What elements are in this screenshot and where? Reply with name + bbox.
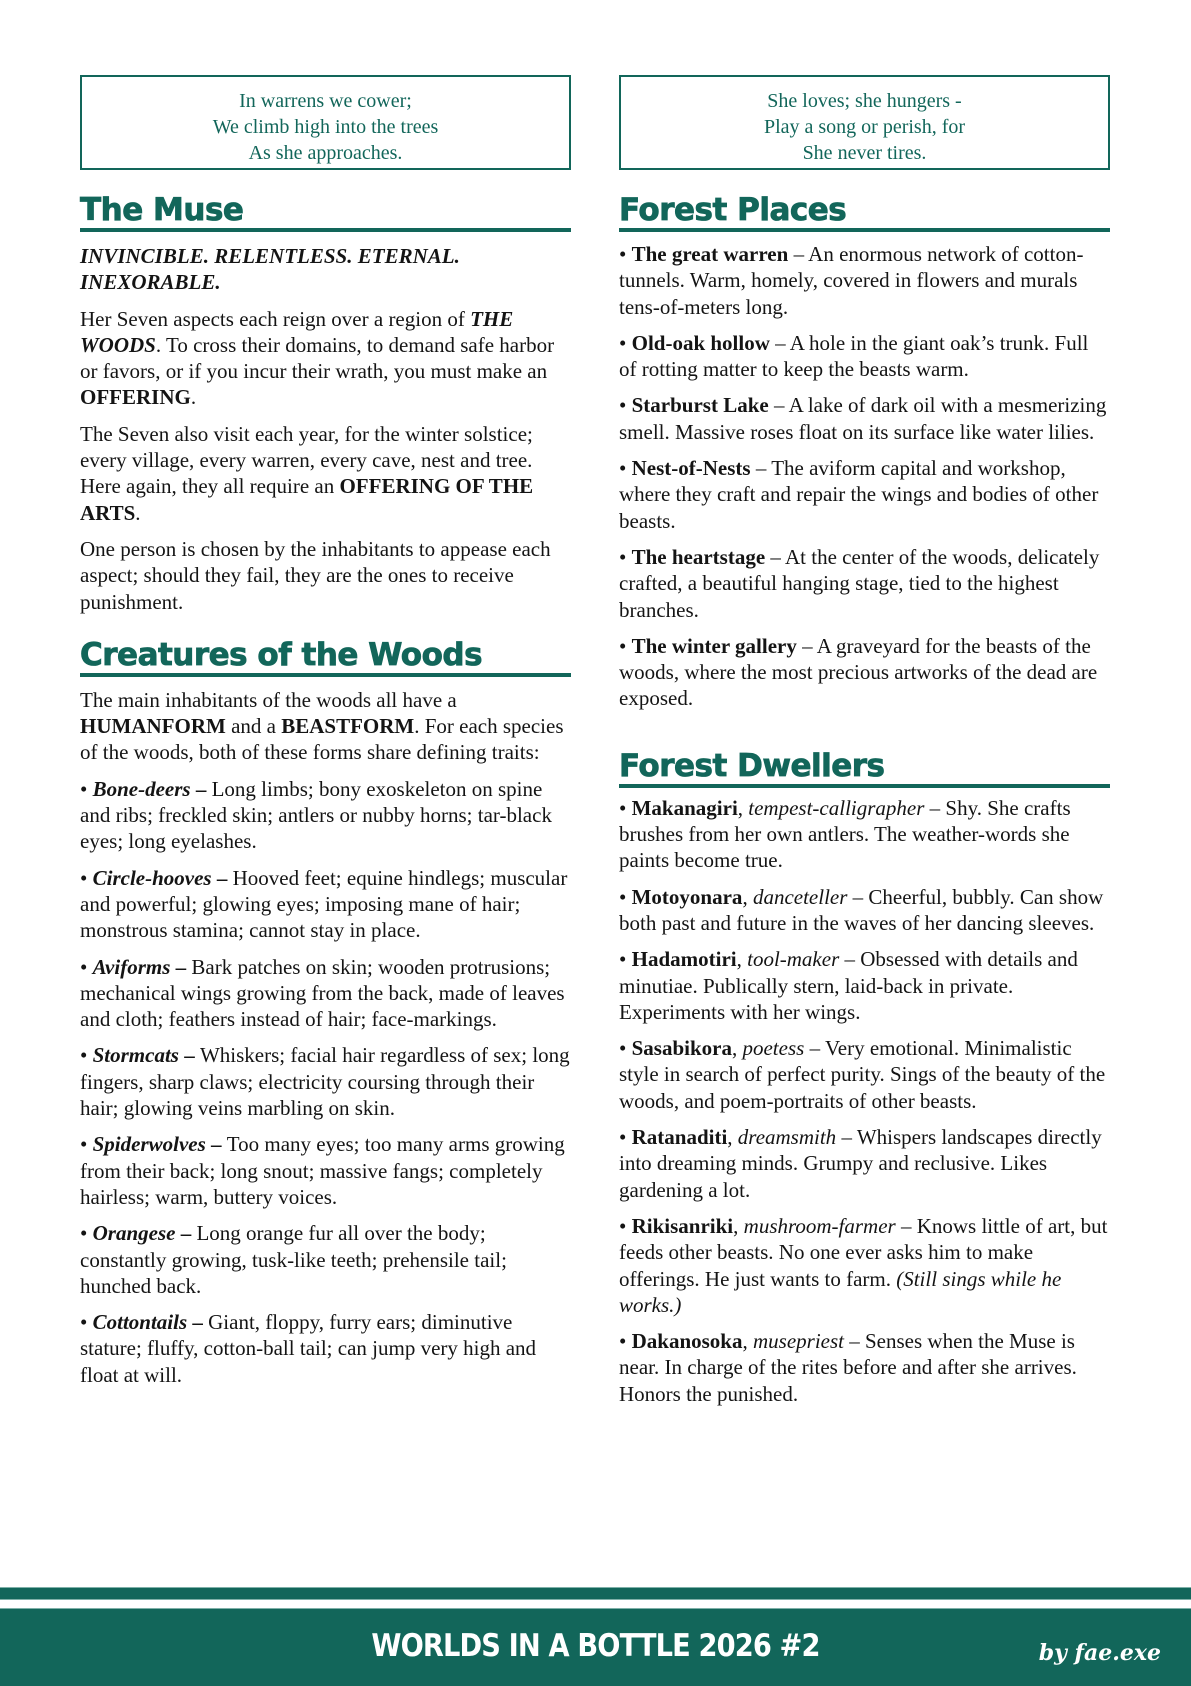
footer-author: by fae.exe: [1038, 1640, 1161, 1666]
dweller-item: [619, 795, 1110, 874]
place-item: [619, 330, 1110, 383]
poem-line: She never tires.: [802, 142, 927, 164]
creature-name: Bone-deers: [92, 776, 191, 801]
footer-stripe-thin: [0, 1587, 1191, 1600]
dash: –: [170, 954, 192, 979]
creatures-intro: The main inhabitants of the woods all have a HUMANFORM and a BEASTFORM. For each species of the woods, both of these forms share defining traits:: [80, 687, 564, 765]
place-description: An enormous network of cotton-tunnels. Warm, homely, covered in flowers and murals tens-of-meters long.: [619, 242, 1084, 319]
bullet-icon: •: [80, 954, 93, 979]
place-item: [619, 633, 1110, 712]
poem-line: As she approaches.: [248, 142, 403, 164]
dash: –: [765, 544, 786, 569]
dash: –: [847, 884, 869, 909]
creature-item: [80, 776, 571, 855]
dash: –: [924, 795, 946, 820]
dweller-description: Cheerful, bubbly. Can show both past and future in the waves of her dancing sleeves.: [619, 884, 1104, 935]
muse-paragraph-1: Her Seven aspects each reign over a region of THE WOODS. To cross their domains, to demand safe harbor or favors, or if you incur their wrath, you must make an OFFERING.: [80, 306, 555, 410]
dash: –: [788, 242, 809, 266]
poem-line: In warrens we cower;: [239, 90, 412, 112]
footer-title: WORLDS IN A BOTTLE 2026 #2: [371, 1628, 820, 1664]
bullet-icon: •: [80, 776, 93, 801]
dweller-description: Very emotional. Minimalistic style in search of perfect purity. Sings of the beauty of the woods, and poem-portraits of other beasts.: [619, 1036, 1106, 1113]
dweller-description: Knows little of art, but feeds other beasts. No one ever asks him to make offerings. He just wants to farm.: [619, 1213, 1108, 1291]
dweller-aside: (Still sings while he works.): [619, 1266, 1062, 1317]
poem-box-right: [619, 75, 1110, 170]
place-item: [619, 392, 1110, 445]
bullet-icon: •: [619, 242, 632, 266]
place-name: Old-oak hollow: [631, 330, 770, 355]
dash: –: [836, 1125, 857, 1150]
place-description: A hole in the giant oak’s trunk. Full of rotting matter to keep the beasts warm.: [619, 330, 1089, 382]
bullet-icon: •: [619, 795, 632, 820]
creature-name: Circle-hooves: [92, 865, 212, 890]
dash: –: [187, 1310, 209, 1335]
creature-description: Hooved feet; equine hindlegs; muscular and powerful; glowing eyes; imposing mane of hair; monstrous stamina; cannot stay in place.: [80, 865, 568, 943]
creature-description: Too many eyes; too many arms growing from their back; long snout; massive fangs; completely hairless; warm, buttery voices.: [80, 1132, 565, 1209]
bullet-icon: •: [80, 1221, 93, 1246]
dweller-item: [619, 1213, 1110, 1318]
place-description: At the center of the woods, delicately crafted, a beautiful hanging stage, tied to the highest branches.: [619, 544, 1100, 622]
dweller-description: Senses when the Muse is near. In charge of the rites before and after she arrives. Honors the punished.: [619, 1329, 1077, 1406]
section-heading-dwellers: Forest Dwellers: [619, 748, 1110, 788]
section-heading-places: Forest Places: [619, 192, 1110, 232]
dweller-role: danceteller: [752, 884, 848, 909]
dweller-role: tool-maker: [747, 947, 840, 972]
creature-item: [80, 865, 571, 944]
muse-paragraph-3: One person is chosen by the inhabitants to appease each aspect; should they fail, they are the ones to receive punishment.: [80, 536, 551, 614]
bullet-icon: •: [619, 633, 632, 658]
muse-tagline: INVINCIBLE. RELENTLESS. ETERNAL. INEXORABLE.: [80, 244, 460, 295]
comma: ,: [731, 1036, 743, 1061]
dweller-description: Whispers landscapes directly into dreaming minds. Grumpy and reclusive. Likes gardening a lot.: [619, 1125, 1102, 1202]
dash: –: [839, 947, 861, 972]
dweller-name: Motoyonara: [631, 884, 743, 909]
right-column: [619, 75, 1110, 1407]
bullet-icon: •: [619, 456, 632, 481]
dweller-role: poetess: [742, 1036, 805, 1061]
bullet-icon: •: [80, 1132, 93, 1157]
dash: –: [768, 393, 789, 418]
dweller-role: mushroom-farmer: [743, 1213, 896, 1238]
bullet-icon: •: [619, 330, 632, 355]
comma: ,: [727, 1125, 738, 1150]
section-heading-creatures: Creatures of the Woods: [80, 637, 571, 677]
dweller-name: Dakanosoka: [631, 1329, 743, 1354]
bullet-icon: •: [619, 1213, 632, 1238]
creature-item: [80, 1309, 571, 1388]
bullet-icon: •: [619, 947, 632, 972]
place-name: The winter gallery: [631, 633, 797, 658]
creature-name: Spiderwolves: [92, 1132, 206, 1157]
dweller-name: Hadamotiri: [631, 947, 737, 972]
poem-line: She loves; she hungers -: [767, 90, 962, 112]
comma: ,: [736, 947, 748, 972]
dash: –: [796, 633, 817, 658]
creature-item: [80, 1131, 571, 1210]
dweller-item: [619, 1124, 1110, 1203]
dash: –: [205, 1132, 227, 1157]
dash: –: [178, 1043, 200, 1068]
creature-description: Bark patches on skin; wooden protrusions; mechanical wings growing from the back, made of leaves and cloth; feathers instead of hair; face-markings.: [80, 954, 565, 1032]
dweller-name: Ratanaditi: [631, 1125, 728, 1150]
dweller-description: Obsessed with details and minutiae. Publically stern, laid-back in private. Experiments with her wings.: [619, 947, 1078, 1024]
creature-name: Orangese: [92, 1221, 176, 1246]
poem-line: Play a song or perish, for: [763, 116, 966, 138]
creature-list: [80, 776, 571, 1388]
dweller-item: [619, 1035, 1110, 1114]
place-name: Nest-of-Nests: [631, 456, 751, 481]
creature-description: Whiskers; facial hair regardless of sex; long fingers, sharp claws; electricity coursing through their hair; glowing veins marbling on skin.: [80, 1043, 570, 1121]
bullet-icon: •: [80, 1310, 93, 1335]
left-column: [80, 75, 571, 1388]
dweller-item: [619, 884, 1110, 937]
place-description: A graveyard for the beasts of the woods, where the most precious artworks of the dead are exposed.: [619, 633, 1098, 711]
dweller-name: Makanagiri: [631, 795, 738, 820]
comma: ,: [742, 884, 753, 909]
dash: –: [190, 776, 212, 801]
section-heading-muse: The Muse: [80, 192, 571, 232]
place-item: [619, 241, 1110, 320]
dash: –: [211, 865, 233, 890]
creature-description: Long orange fur all over the body; constantly growing, tusk-like teeth; prehensile tail; hunched back.: [80, 1221, 507, 1298]
dweller-name: Sasabikora: [631, 1036, 732, 1061]
bullet-icon: •: [619, 544, 632, 569]
creature-name: Stormcats: [92, 1043, 179, 1068]
dash: –: [804, 1036, 825, 1061]
place-description: A lake of dark oil with a mesmerizing smell. Massive roses float on its surface like water lilies.: [619, 393, 1107, 444]
bullet-icon: •: [619, 884, 632, 909]
dash: –: [895, 1213, 917, 1238]
bullet-icon: •: [619, 1125, 632, 1150]
comma: ,: [742, 1329, 753, 1354]
dash: –: [769, 330, 790, 355]
places-list: [619, 241, 1110, 712]
creature-description: Long limbs; bony exoskeleton on spine and ribs; freckled skin; antlers or nubby horns; tar-black eyes; long eyelashes.: [80, 776, 552, 854]
comma: ,: [733, 1213, 744, 1238]
dweller-role: musepriest: [753, 1329, 844, 1354]
creature-item: [80, 1220, 571, 1299]
creature-name: Aviforms: [92, 954, 171, 979]
place-item: [619, 455, 1110, 534]
place-description: The aviform capital and workshop, where they craft and repair the wings and bodies of other beasts.: [619, 456, 1099, 533]
dash: –: [175, 1221, 197, 1246]
place-name: The great warren: [631, 242, 789, 266]
dweller-role: tempest-calligrapher: [748, 795, 925, 820]
dash: –: [750, 456, 772, 481]
dweller-item: [619, 1328, 1110, 1407]
place-name: The heartstage: [631, 544, 766, 569]
bullet-icon: •: [619, 393, 632, 418]
dweller-item: [619, 946, 1110, 1025]
dweller-role: dreamsmith: [737, 1125, 837, 1150]
bullet-icon: •: [80, 1043, 93, 1068]
bullet-icon: •: [80, 865, 93, 890]
creature-item: [80, 954, 571, 1033]
dwellers-list: [619, 795, 1110, 1407]
poem-box-left: [80, 75, 571, 170]
place-name: Starburst Lake: [631, 393, 769, 418]
dash: –: [844, 1329, 865, 1354]
creature-name: Cottontails: [92, 1310, 188, 1335]
creature-item: [80, 1042, 571, 1121]
dweller-name: Rikisanriki: [631, 1213, 734, 1238]
dweller-description: Shy. She crafts brushes from her own antlers. The weather-words she paints become true.: [619, 795, 1071, 873]
place-item: [619, 544, 1110, 623]
bullet-icon: •: [619, 1036, 632, 1061]
bullet-icon: •: [619, 1329, 632, 1354]
poem-line: We climb high into the trees: [212, 116, 439, 138]
muse-paragraph-2: The Seven also visit each year, for the winter solstice; every village, every warren, every cave, nest and tree. Here again, they all require an OFFERING OF THE ARTS.: [80, 421, 534, 525]
creature-description: Giant, floppy, furry ears; diminutive stature; fluffy, cotton-ball tail; can jump very high and float at will.: [80, 1310, 537, 1387]
comma: ,: [737, 795, 749, 820]
